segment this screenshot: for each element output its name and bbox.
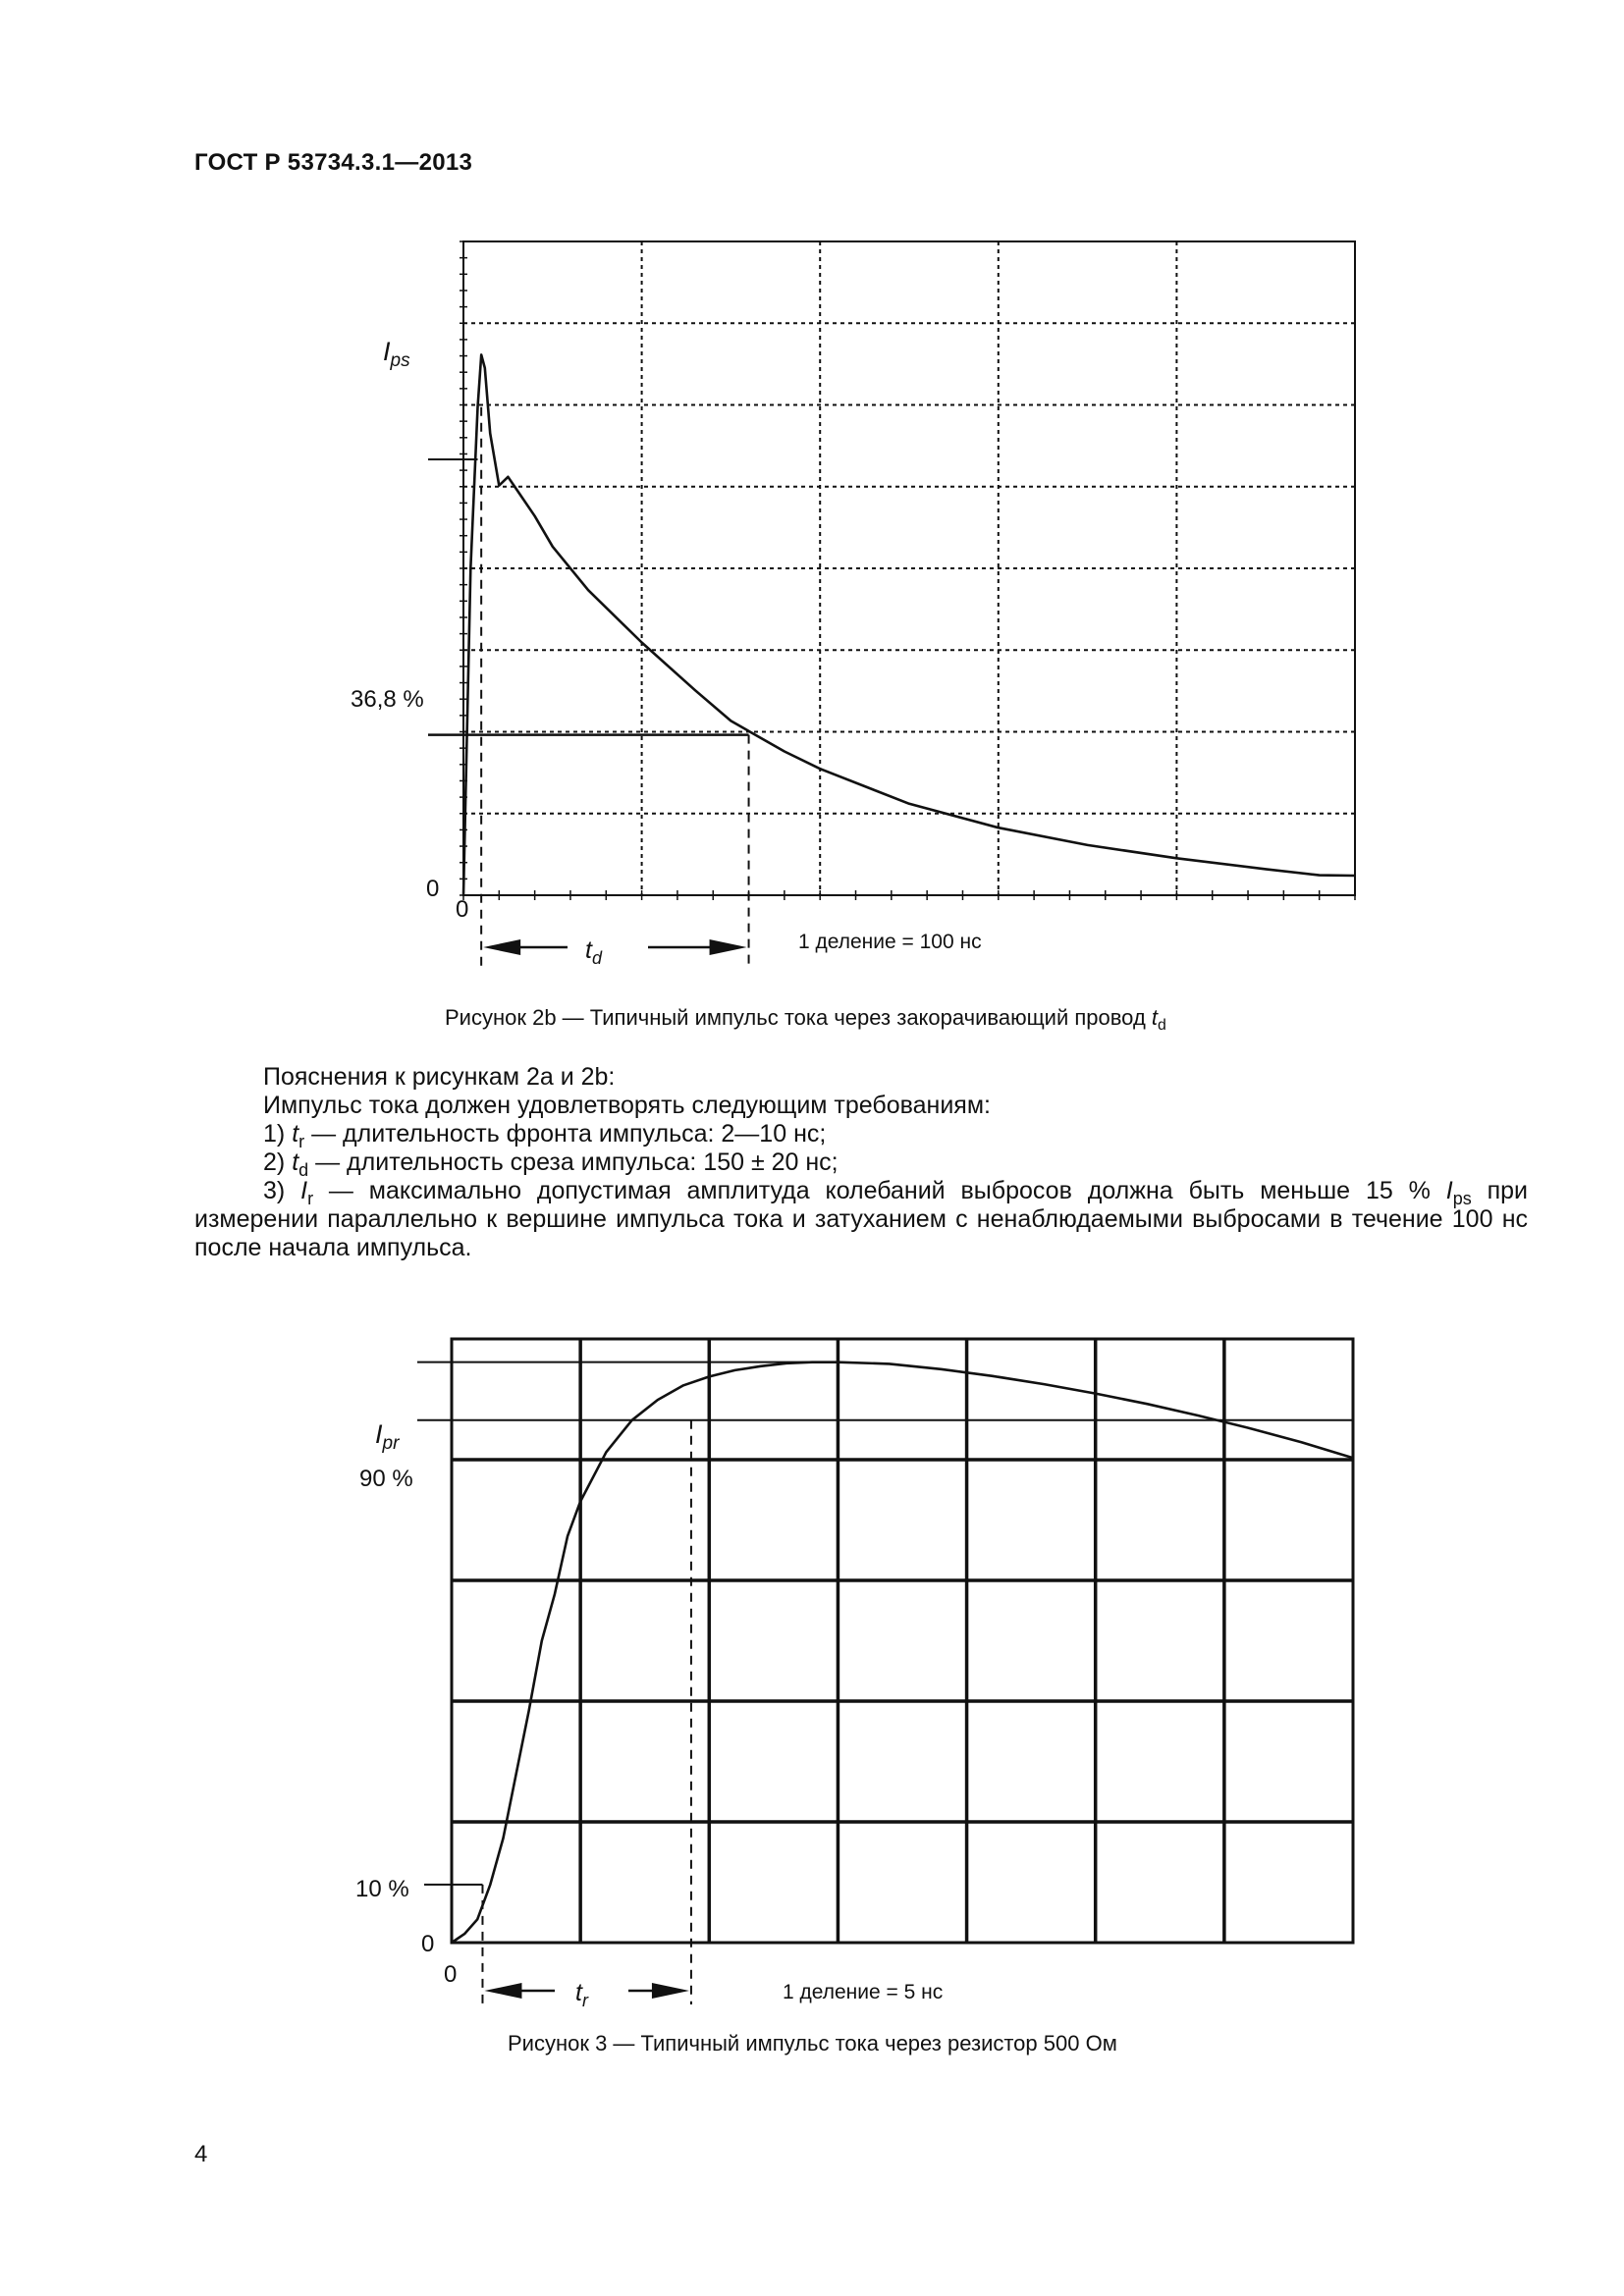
figure-3-grid — [452, 1339, 1353, 1943]
figure-3-ipr-label: $I_{pr}$ — [375, 1419, 400, 1454]
fig2b-arrowhead-right — [710, 939, 747, 955]
explanation-item-1: 1) $t_r$ — длительность фронта импульса: 2—10 нс; — [263, 1120, 827, 1151]
figure-2b-caption: Рисунок 2b — Типичный импульс тока через закорачивающий провод $t_d$ — [445, 1005, 1166, 1035]
figure-3-90-label: 90 % — [359, 1466, 413, 1492]
figure-3-caption: Рисунок 3 — Типичный импульс тока через резистор 500 Ом — [508, 2031, 1117, 2056]
explanations-block — [194, 1063, 1528, 1262]
fig3-arrowhead-right — [652, 1983, 689, 1999]
figure-3-pulse-curve — [452, 1362, 1353, 1943]
explanations-title: Пояснения к рисункам 2а и 2b: — [263, 1063, 616, 1091]
explanation-item-2: 2) $t_d$ — длительность среза импульса: 150 ± 20 нс; — [263, 1148, 839, 1180]
figure-2b-annotations — [428, 407, 749, 967]
explanation-item-3: 3) $I_r$ — максимально допустимая амплитуда колебаний выбросов должна быть меньше 15 % $I_{ps}$ при измерении параллельно к вершине импульса тока и затуханием с ненаблюдаемыми выбросами в течение 100 нс после начала импульса. — [194, 1177, 1528, 1261]
figure-2b-zero-y-label: 0 — [426, 876, 440, 902]
fig3-arrowhead-left — [484, 1983, 521, 1999]
page-number: 4 — [194, 2141, 208, 2167]
figure-2b-td-label: $t_d$ — [585, 936, 602, 968]
figure-2b-chart — [0, 0, 1624, 991]
figure-2b-division-note: 1 деление = 100 нс — [798, 931, 982, 953]
figure-2b-grid — [460, 241, 1355, 900]
figure-3-chart — [0, 1296, 1624, 2022]
fig3-frame — [452, 1339, 1353, 1943]
figure-3-division-note: 1 деление = 5 нс — [783, 1981, 944, 2003]
figure-2b-ips-label: $I_{ps}$ — [383, 337, 410, 371]
figure-3-zero-y-label: 0 — [421, 1931, 435, 1957]
figure-3-10-label: 10 % — [355, 1876, 409, 1902]
figure-3-tr-label: $t_r$ — [575, 1979, 588, 2010]
document-header: ГОСТ Р 53734.3.1—2013 — [194, 149, 473, 176]
figure-2b-zero-x-label: 0 — [456, 896, 469, 923]
fig2b-arrowhead-left — [483, 939, 520, 955]
explanations-intro: Импульс тока должен удовлетворять следующим требованиям: — [263, 1092, 991, 1119]
figure-3-zero-x-label: 0 — [444, 1961, 458, 1988]
figure-2b-level-label: 36,8 % — [351, 686, 424, 713]
